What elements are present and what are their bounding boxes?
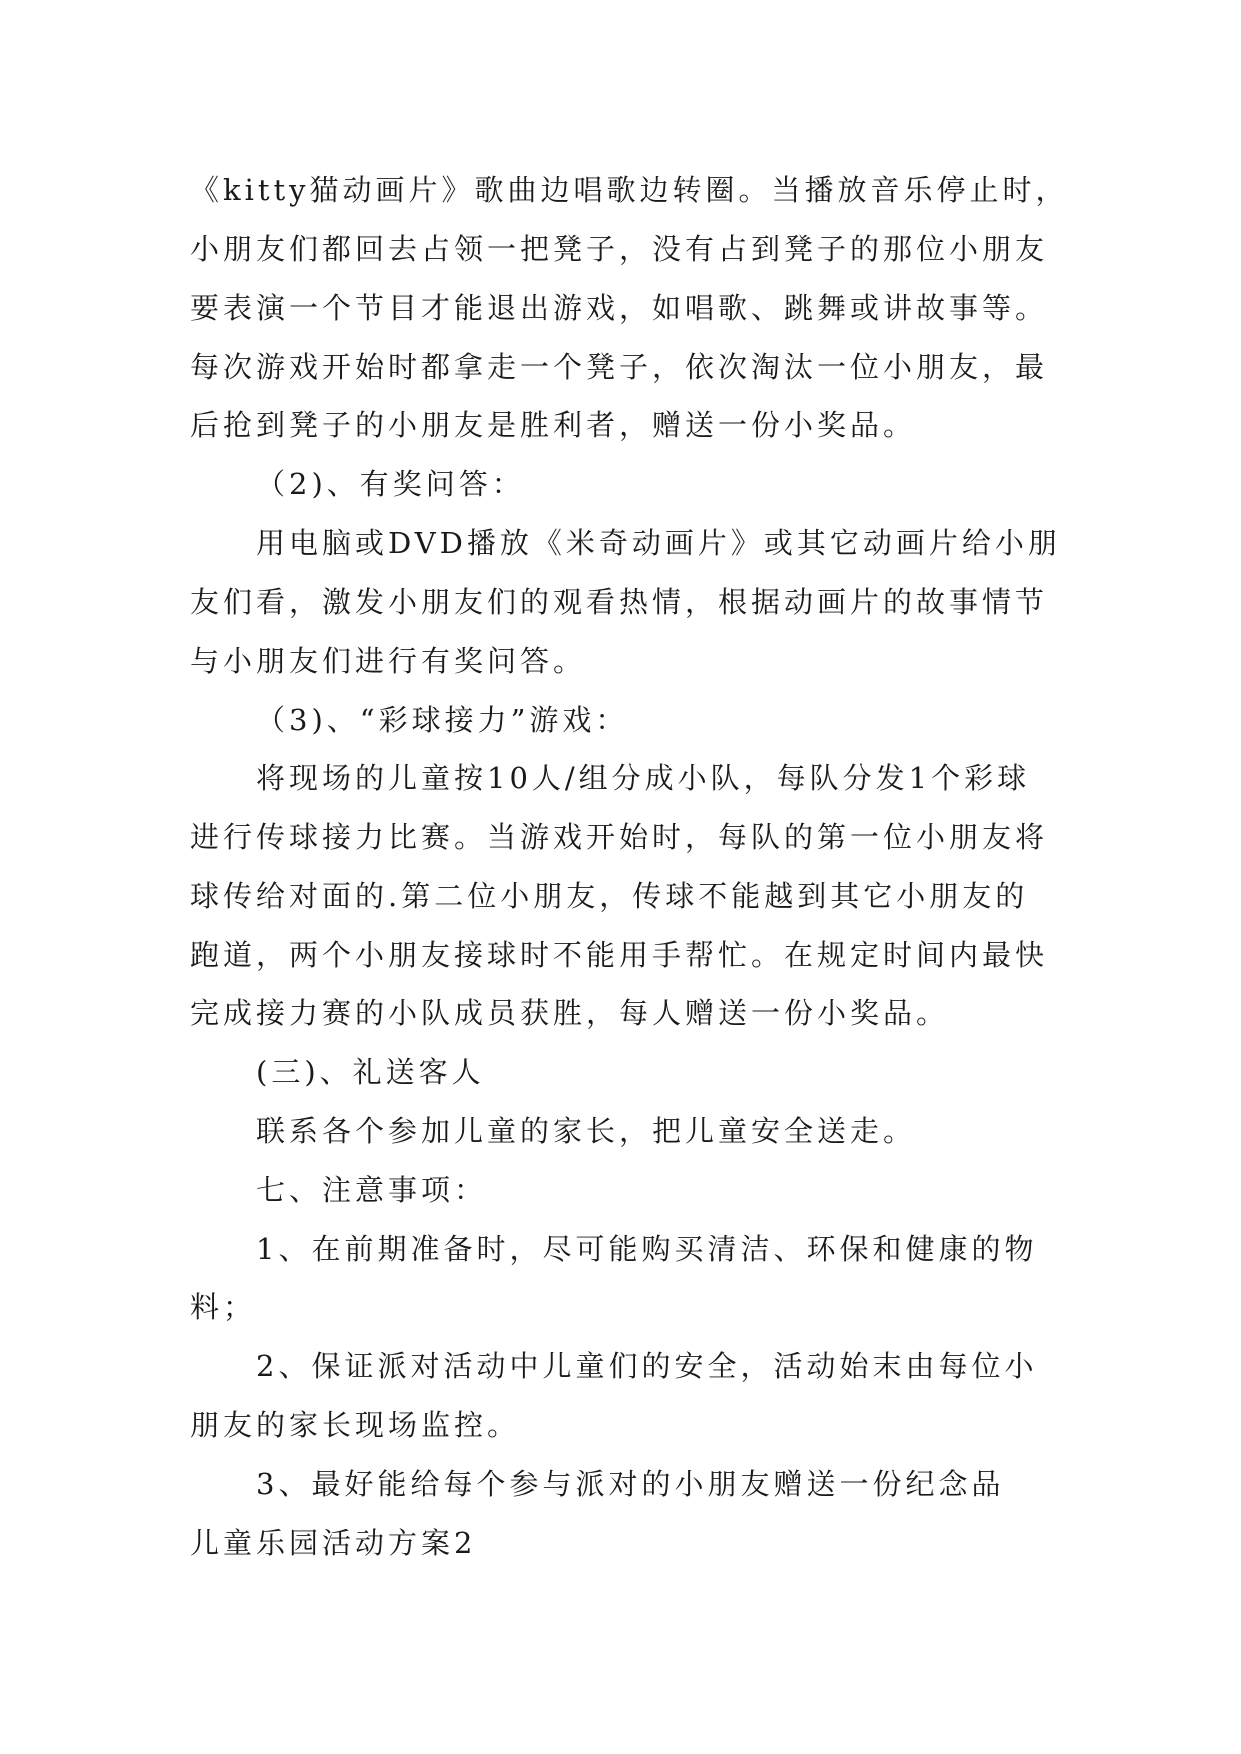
text-line-12: 进行传球接力比赛。当游戏开始时，每队的第一位小朋友将 — [190, 820, 1049, 854]
section-heading-notes: 七、注意事项： — [256, 1173, 488, 1207]
text-line-11: 将现场的儿童按10人/组分成小队，每队分发1个彩球 — [256, 761, 1031, 795]
text-line-23: 3、最好能给每个参与派对的小朋友赠送一份纪念品 — [256, 1467, 1005, 1501]
text-line-15: 完成接力赛的小队成员获胜，每人赠送一份小奖品。 — [190, 996, 950, 1030]
text-line-4: 每次游戏开始时都拿走一个凳子，依次淘汰一位小朋友，最 — [190, 350, 1049, 384]
text-line-3: 要表演一个节目才能退出游戏，如唱歌、跳舞或讲故事等。 — [190, 291, 1049, 325]
text-line-19: 1、在前期准备时，尽可能购买清洁、环保和健康的物 — [256, 1232, 1038, 1266]
text-line-1: 《kitty猫动画片》歌曲边唱歌边转圈。当播放音乐停止时， — [190, 173, 1069, 207]
text-line-14: 跑道，两个小朋友接球时不能用手帮忙。在规定时间内最快 — [190, 938, 1049, 972]
document-subtitle: 儿童乐园活动方案2 — [190, 1526, 477, 1560]
text-line-5: 后抢到凳子的小朋友是胜利者，赠送一份小奖品。 — [190, 408, 917, 442]
text-line-21: 2、保证派对活动中儿童们的安全，活动始末由每位小 — [256, 1349, 1038, 1383]
section-heading-farewell: (三)、礼送客人 — [256, 1055, 485, 1089]
text-line-20: 料； — [190, 1290, 257, 1324]
text-line-17: 联系各个参加儿童的家长，把儿童安全送走。 — [256, 1114, 917, 1148]
text-line-7: 用电脑或DVD播放《米奇动画片》或其它动画片给小朋 — [256, 526, 1061, 560]
section-heading-relay: （3)、“彩球接力”游戏： — [256, 703, 629, 737]
text-line-13: 球传给对面的.第二位小朋友，传球不能越到其它小朋友的 — [190, 879, 1029, 913]
text-line-8: 友们看，激发小朋友们的观看热情，根据动画片的故事情节 — [190, 585, 1049, 619]
section-heading-quiz: （2)、有奖问答： — [256, 467, 525, 501]
text-line-2: 小朋友们都回去占领一把凳子，没有占到凳子的那位小朋友 — [190, 232, 1049, 266]
text-line-22: 朋友的家长现场监控。 — [190, 1408, 521, 1442]
text-line-9: 与小朋友们进行有奖问答。 — [190, 644, 587, 678]
